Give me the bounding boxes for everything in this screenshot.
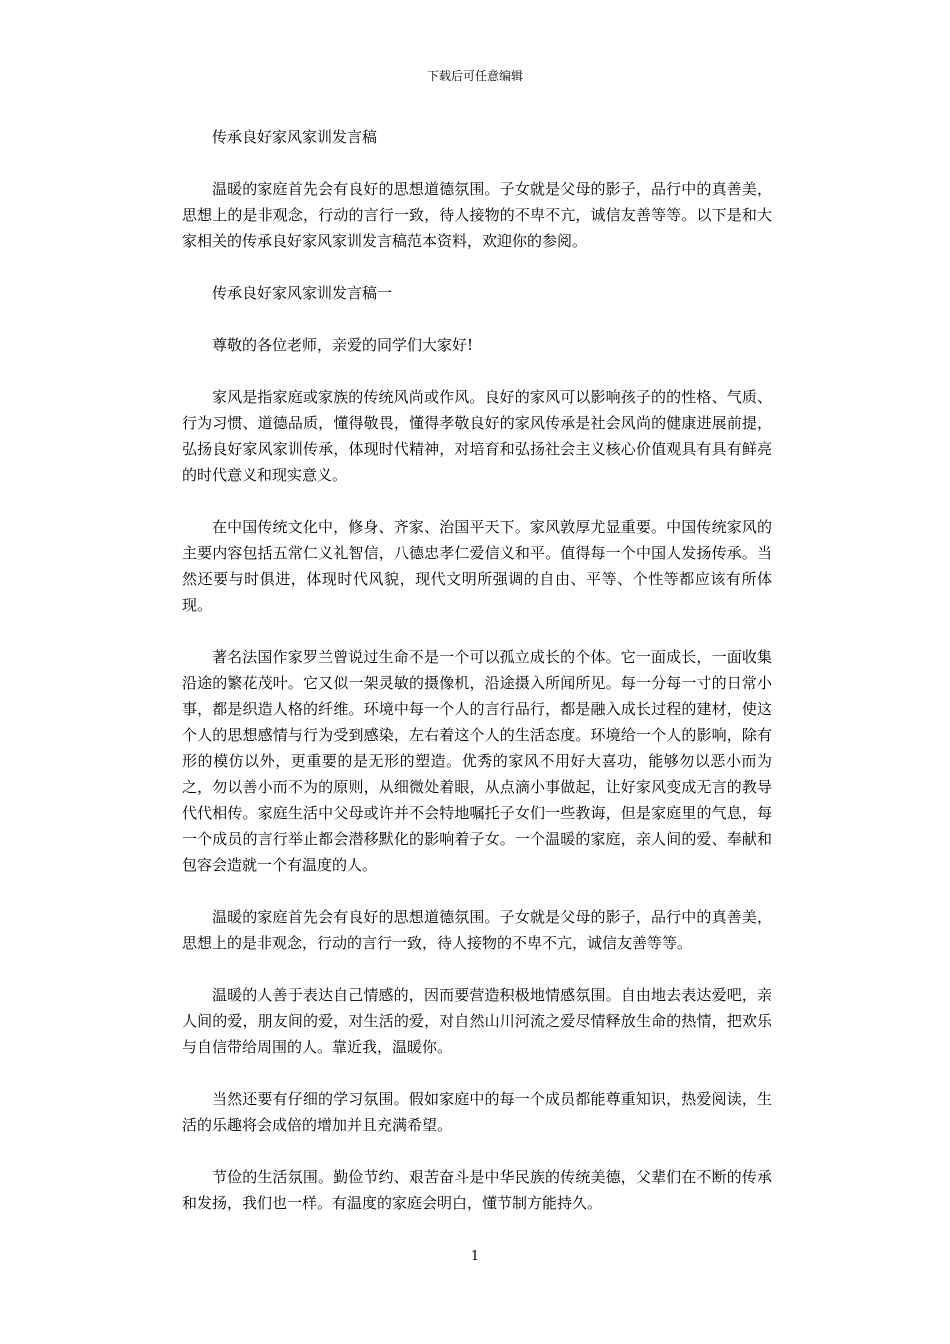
section-heading: 传承良好家风家训发言稿一 — [212, 284, 393, 302]
paragraph-greeting: 尊敬的各位老师，亲爱的同学们大家好! — [212, 336, 474, 354]
paragraph-emotional-atmosphere: 温暖的人善于表达自己情感的，因而要营造积极地情感氛围。自由地去表达爱吧，亲人间的爱，朋友间的爱，对生活的爱，对自然山川河流之爱尽情释放生命的热情，把欢乐与自信带给周围的人。靠近我，温暖你。 — [182, 986, 772, 1056]
paragraph-moral-atmosphere: 温暖的家庭首先会有良好的思想道德氛围。子女就是父母的影子，品行中的真善美，思想上的是非观念，行动的言行一致，待人接物的不卑不亢，诚信友善等等。 — [182, 908, 772, 952]
page-header-note: 下载后可任意编辑 — [426, 69, 523, 83]
paragraph-learning-atmosphere: 当然还要有仔细的学习氛围。假如家庭中的每一个成员都能尊重知识，热爱阅读，生活的乐趣将会成倍的增加并且充满希望。 — [182, 1090, 772, 1134]
paragraph-rolland-quote: 著名法国作家罗兰曾说过生命不是一个可以孤立成长的个体。它一面成长，一面收集沿途的繁花茂叶。它又似一架灵敏的摄像机，沿途摄入所闻所见。每一分每一寸的日常小事，都是织造人格的纤维。环境中每一个人的言行品行，都是融入成长过程的建材，使这个人的思想感情与行为受到感染，左右着这个人的生活态度。环境给一个人的影响，除有形的模仿以外，更重要的是无形的塑造。优秀的家风不用好大喜功，能够勿以恶小而为之，勿以善小而不为的原则，从细微处着眼，从点滴小事做起，让好家风变成无言的教导代代相传。家庭生活中父母或许并不会特地嘱托子女们一些教诲，但是家庭里的气息，每一个成员的言行举止都会潜移默化的影响着子女。一个温暖的家庭，亲人间的爱、奉献和包容会造就一个有温度的人。 — [182, 648, 772, 874]
paragraph-frugal-atmosphere: 节俭的生活氛围。勤俭节约、艰苦奋斗是中华民族的传统美德，父辈们在不断的传承和发扬，我们也一样。有温度的家庭会明白，懂节制方能持久。 — [182, 1168, 772, 1212]
paragraph-family-style: 家风是指家庭或家族的传统风尚或作风。良好的家风可以影响孩子的的性格、气质、行为习惯、道德品质，懂得敬畏，懂得孝敬良好的家风传承是社会风尚的健康进展前提，弘扬良好家风家训传承，体现时代精神，对培育和弘扬社会主义核心价值观具有具有鲜亮的时代意义和现实意义。 — [182, 388, 772, 484]
paragraph-intro: 温暖的家庭首先会有良好的思想道德氛围。子女就是父母的影子，品行中的真善美，思想上的是非观念，行动的言行一致，待人接物的不卑不亢，诚信友善等等。以下是和大家相关的传承良好家风家训发言稿范本资料，欢迎你的参阅。 — [182, 180, 772, 250]
document-title: 传承良好家风家训发言稿 — [212, 128, 378, 146]
document-body — [182, 124, 772, 1242]
paragraph-traditional-culture: 在中国传统文化中，修身、齐家、治国平天下。家风敦厚尤显重要。中国传统家风的主要内容包括五常仁义礼智信，八德忠孝仁爱信义和平。值得每一个中国人发扬传承。当然还要与时俱进，体现时代风貌，现代文明所强调的自由、平等、个性等都应该有所体现。 — [182, 518, 772, 614]
page-number: 1 — [470, 1249, 480, 1264]
